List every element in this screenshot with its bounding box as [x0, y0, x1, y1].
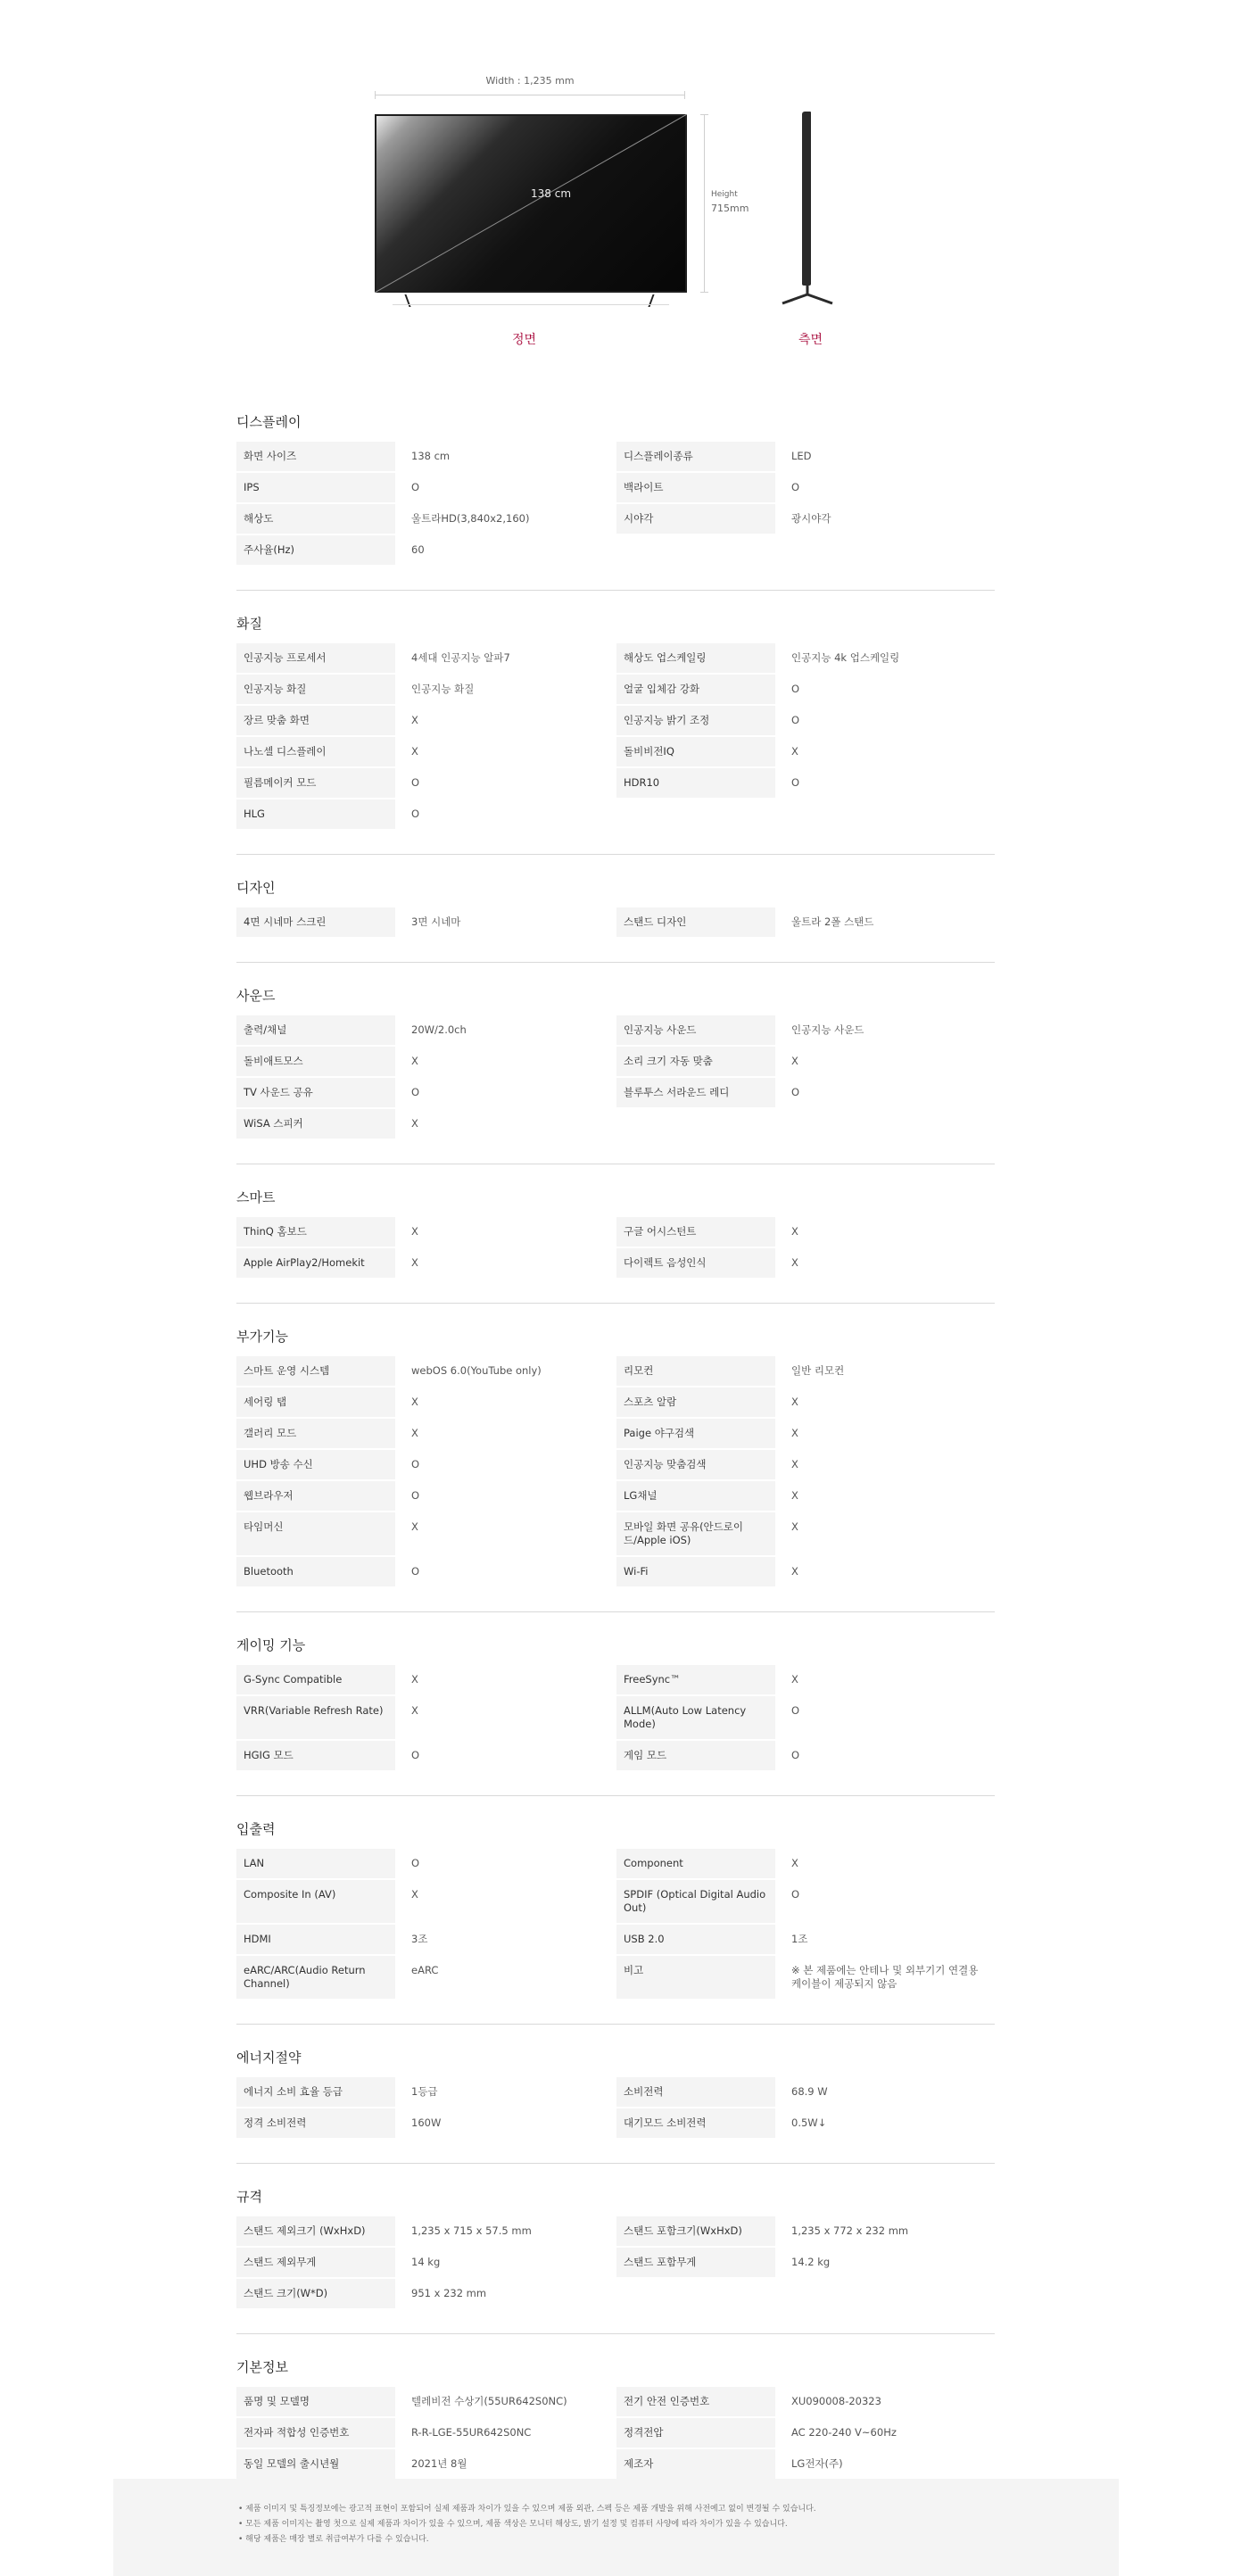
spec-value: 138 cm: [411, 450, 451, 462]
spec-row: [616, 1481, 995, 1511]
spec-value: LG전자(주): [791, 2457, 843, 2470]
spec-key: 정격 소비전력: [236, 2108, 395, 2138]
spec-grid: [236, 1356, 995, 1588]
spec-value: 3조: [411, 1933, 428, 1945]
spec-key: 세어링 탭: [236, 1387, 395, 1417]
spec-row: [236, 1217, 615, 1247]
spec-key: LG채널: [616, 1481, 775, 1511]
spec-key: USB 2.0: [616, 1925, 775, 1954]
spec-key: 스탠드 제외크기 (WxHxD): [236, 2216, 395, 2246]
spec-value: X: [791, 1857, 798, 1869]
spec-value: 14 kg: [411, 2256, 441, 2268]
spec-row: [616, 768, 995, 798]
spec-value: X: [411, 1888, 418, 1901]
spec-value: O: [791, 683, 800, 695]
spec-value: 일반 리모컨: [791, 1364, 845, 1377]
spec-value: X: [791, 745, 798, 758]
footer-note-2: • 모든 제품 이미지는 촬영 첫으로 실제 제품과 차이가 있을 수 있으며, 제품 색상은 모니터 해상도, 밝기 설정 및 컴퓨터 사양에 따라 차이가 있을 수 있습니다.: [238, 2520, 788, 2529]
spec-row: [236, 1696, 615, 1739]
spec-key: 전기 안전 인증번호: [616, 2387, 775, 2416]
spec-value: O: [411, 1086, 420, 1098]
spec-key: 장르 맞춤 화면: [236, 706, 395, 735]
spec-key: HDMI: [236, 1925, 395, 1954]
spec-key: HLG: [236, 799, 395, 829]
spec-row: [236, 1557, 615, 1586]
section-title: 디스플레이: [236, 414, 302, 430]
spec-key: ThinQ 홈보드: [236, 1217, 395, 1247]
spec-key: 백라이트: [616, 473, 775, 502]
spec-key: 주사율(Hz): [236, 535, 395, 565]
height-dimension-label: [711, 187, 749, 216]
spec-value: 인공지능 사운드: [791, 1023, 864, 1036]
spec-row: [236, 1387, 615, 1417]
side-view-label: 측면: [798, 333, 823, 347]
spec-value: R-R-LGE-55UR642S0NC: [411, 2426, 532, 2439]
spec-row: [616, 2387, 995, 2416]
spec-row: [236, 643, 615, 673]
spec-section: [236, 1188, 995, 1304]
spec-key: 동일 모델의 출시년월: [236, 2449, 395, 2479]
spec-key: 디스플레이종류: [616, 442, 775, 471]
spec-key: 돌비비전IQ: [616, 737, 775, 766]
height-dimension-line: [704, 114, 705, 293]
spec-row: [236, 504, 615, 534]
spec-value: ※ 본 제품에는 안테나 및 외부기기 연결용 케이블이 제공되지 않음: [791, 1964, 979, 1990]
width-dimension-label: Width : 1,235 mm: [485, 75, 575, 87]
spec-value: O: [411, 1565, 420, 1578]
spec-row: [616, 643, 995, 673]
spec-row: [236, 1419, 615, 1448]
spec-grid: [236, 1015, 995, 1140]
spec-row: [616, 1665, 995, 1694]
spec-value: 951 x 232 mm: [411, 2287, 487, 2299]
spec-value: X: [791, 1396, 798, 1408]
section-title: 부가기능: [236, 1329, 288, 1345]
spec-section: [236, 412, 995, 591]
spec-row: [236, 2449, 615, 2479]
spec-value: X: [791, 1427, 798, 1439]
spec-key: FreeSync™: [616, 1665, 775, 1694]
footer-note-1: • 제품 이미지 및 특징정보에는 광고적 표현이 포함되어 실제 제품과 차이가 있을 수 있으며 제품 외관, 스펙 등은 제품 개발을 위해 사전예고 없이 변경될 수 있습니다.: [238, 2505, 816, 2514]
spec-key: 필름메이커 모드: [236, 768, 395, 798]
spec-value: X: [791, 1225, 798, 1238]
spec-row: [236, 1880, 615, 1923]
spec-row: [616, 2449, 995, 2479]
spec-key: 타임머신: [236, 1512, 395, 1555]
spec-key: IPS: [236, 473, 395, 502]
spec-key: 스탠드 크기(W*D): [236, 2279, 395, 2308]
spec-row: [236, 1849, 615, 1878]
spec-value: 인공지능 화질: [411, 683, 475, 695]
spec-value: O: [791, 1704, 800, 1717]
spec-key: Wi-Fi: [616, 1557, 775, 1586]
spec-key: 스탠드 제외무게: [236, 2248, 395, 2277]
spec-row: [236, 1356, 615, 1386]
spec-value: O: [791, 481, 800, 493]
spec-row: [236, 1512, 615, 1555]
floor-line: [393, 304, 669, 305]
spec-value: O: [791, 1086, 800, 1098]
spec-key: 인공지능 밝기 조정: [616, 706, 775, 735]
spec-key: 화면 사이즈: [236, 442, 395, 471]
spec-key: 출력/채널: [236, 1015, 395, 1045]
spec-row: [616, 2216, 995, 2246]
spec-row: [236, 2216, 615, 2246]
spec-value: 3면 시네마: [411, 915, 461, 928]
spec-grid: [236, 442, 995, 567]
spec-value: AC 220-240 V~60Hz: [791, 2426, 897, 2439]
spec-value: 울트라HD(3,840x2,160): [411, 512, 530, 525]
spec-grid: [236, 2216, 995, 2310]
spec-key: HDR10: [616, 768, 775, 798]
spec-section: [236, 1819, 995, 2025]
spec-key: eARC/ARC(Audio Return Channel): [236, 1956, 395, 1999]
section-title: 디자인: [236, 880, 276, 896]
spec-value: O: [791, 714, 800, 726]
spec-value: O: [411, 1749, 420, 1761]
spec-row: [236, 1015, 615, 1045]
spec-row: [616, 2077, 995, 2107]
spec-key: 나노셀 디스플레이: [236, 737, 395, 766]
spec-row: [616, 1248, 995, 1278]
spec-value: X: [411, 1225, 418, 1238]
height-value: 715mm: [711, 203, 749, 214]
spec-key: 스탠드 디자인: [616, 907, 775, 937]
section-title: 규격: [236, 2189, 262, 2205]
spec-key: 전자파 적합성 인증번호: [236, 2418, 395, 2448]
spec-value: X: [791, 1055, 798, 1067]
spec-value: 울트라 2폴 스탠드: [791, 915, 874, 928]
spec-value: 광시야각: [791, 512, 831, 525]
spec-grid: [236, 643, 995, 831]
spec-value: X: [411, 1117, 418, 1130]
screen-size-label: 138 cm: [531, 187, 572, 200]
section-title: 사운드: [236, 988, 276, 1004]
spec-key: Composite In (AV): [236, 1880, 395, 1923]
spec-row: [236, 2077, 615, 2107]
spec-value: O: [791, 1749, 800, 1761]
spec-key: G-Sync Compatible: [236, 1665, 395, 1694]
spec-grid: [236, 1849, 995, 2000]
spec-value: O: [411, 1857, 420, 1869]
spec-section: [236, 878, 995, 963]
spec-key: 게임 모드: [616, 1741, 775, 1770]
spec-row: [616, 2248, 995, 2277]
spec-row: [616, 2108, 995, 2138]
spec-key: SPDIF (Optical Digital Audio Out): [616, 1880, 775, 1923]
spec-row: [616, 1419, 995, 1448]
spec-key: 인공지능 화질: [236, 675, 395, 704]
spec-row: [616, 1696, 995, 1739]
spec-key: HGIG 모드: [236, 1741, 395, 1770]
spec-value: X: [791, 1565, 798, 1578]
spec-row: [616, 473, 995, 502]
spec-row: [236, 768, 615, 798]
spec-key: 인공지능 사운드: [616, 1015, 775, 1045]
spec-key: 정격전압: [616, 2418, 775, 2448]
spec-row: [616, 1387, 995, 1417]
spec-row: [236, 1047, 615, 1076]
spec-row: [616, 442, 995, 471]
spec-row: [616, 1512, 995, 1555]
spec-key: 에너지 소비 효율 등급: [236, 2077, 395, 2107]
spec-row: [236, 1450, 615, 1479]
spec-row: [616, 2418, 995, 2448]
spec-key: 해상도: [236, 504, 395, 534]
spec-key: UHD 방송 수신: [236, 1450, 395, 1479]
spec-row: [236, 1248, 615, 1278]
spec-key: 블루투스 서라운드 레디: [616, 1078, 775, 1107]
spec-grid: [236, 907, 995, 939]
spec-value: O: [411, 481, 420, 493]
spec-value: 68.9 W: [791, 2085, 828, 2098]
spec-row: [236, 737, 615, 766]
spec-key: 웹브라우저: [236, 1481, 395, 1511]
spec-row: [236, 2248, 615, 2277]
spec-section: [236, 1636, 995, 1796]
spec-row: [236, 2108, 615, 2138]
spec-value: 1조: [791, 1933, 808, 1945]
spec-section: [236, 2187, 995, 2334]
spec-value: X: [411, 1396, 418, 1408]
spec-value: O: [791, 776, 800, 789]
spec-value: 0.5W↓: [791, 2116, 827, 2129]
spec-value: X: [411, 1256, 418, 1269]
spec-row: [236, 675, 615, 704]
spec-key: Component: [616, 1849, 775, 1878]
spec-row: [236, 1741, 615, 1770]
spec-row: [616, 1956, 995, 1999]
spec-key: 소리 크기 자동 맞춤: [616, 1047, 775, 1076]
section-title: 에너지절약: [236, 2050, 302, 2066]
spec-key: 해상도 업스케일링: [616, 643, 775, 673]
spec-value: X: [411, 1055, 418, 1067]
spec-value: X: [411, 745, 418, 758]
spec-row: [236, 799, 615, 829]
spec-key: 인공지능 맞춤검색: [616, 1450, 775, 1479]
spec-value: X: [791, 1489, 798, 1502]
spec-key: 구글 어시스턴트: [616, 1217, 775, 1247]
spec-value: 1,235 x 772 x 232 mm: [791, 2224, 909, 2237]
spec-value: XU090008-20323: [791, 2395, 881, 2407]
spec-value: X: [411, 1673, 418, 1686]
spec-row: [616, 1047, 995, 1076]
spec-value: X: [791, 1520, 798, 1533]
spec-row: [236, 1956, 615, 1999]
spec-row: [236, 1109, 615, 1139]
spec-key: Bluetooth: [236, 1557, 395, 1586]
tv-side-stand: [781, 284, 834, 305]
spec-section: [236, 2048, 995, 2164]
spec-key: LAN: [236, 1849, 395, 1878]
product-dimension-diagram: [0, 0, 1249, 375]
spec-row: [236, 2387, 615, 2416]
spec-value: eARC: [411, 1964, 439, 1976]
section-title: 스마트: [236, 1189, 276, 1205]
spec-key: 갤러리 모드: [236, 1419, 395, 1448]
spec-key: 스탠드 포함무게: [616, 2248, 775, 2277]
spec-row: [236, 1665, 615, 1694]
spec-row: [236, 2279, 615, 2308]
spec-row: [236, 442, 615, 471]
spec-row: [236, 706, 615, 735]
spec-key: 제조자: [616, 2449, 775, 2479]
spec-value: 인공지능 4k 업스케일링: [791, 651, 900, 664]
spec-key: 대기모드 소비전력: [616, 2108, 775, 2138]
spec-value: O: [791, 1888, 800, 1901]
spec-key: 스탠드 포함크기(WxHxD): [616, 2216, 775, 2246]
spec-key: 4면 시네마 스크린: [236, 907, 395, 937]
spec-value: O: [411, 1458, 420, 1470]
spec-row: [236, 473, 615, 502]
spec-key: 리모컨: [616, 1356, 775, 1386]
spec-value: 4세대 인공지능 알파7: [411, 651, 510, 664]
spec-section: [236, 1327, 995, 1612]
spec-key: Apple AirPlay2/Homekit: [236, 1248, 395, 1278]
spec-value: O: [411, 776, 420, 789]
spec-row: [616, 675, 995, 704]
spec-value: X: [411, 1520, 418, 1533]
spec-value: 160W: [411, 2116, 442, 2129]
spec-grid: [236, 1665, 995, 1772]
spec-key: VRR(Variable Refresh Rate): [236, 1696, 395, 1739]
spec-grid: [236, 1217, 995, 1280]
spec-value: 2021년 8월: [411, 2457, 467, 2470]
spec-row: [616, 1849, 995, 1878]
spec-row: [236, 1078, 615, 1107]
spec-row: [616, 1450, 995, 1479]
spec-row: [616, 1741, 995, 1770]
spec-key: WiSA 스피커: [236, 1109, 395, 1139]
spec-grid: [236, 2077, 995, 2140]
spec-key: Paige 야구검색: [616, 1419, 775, 1448]
spec-key: 인공지능 프로세서: [236, 643, 395, 673]
spec-section: [236, 986, 995, 1164]
spec-value: webOS 6.0(YouTube only): [411, 1364, 542, 1377]
spec-row: [616, 706, 995, 735]
diagonal-line: [375, 114, 687, 293]
spec-key: TV 사운드 공유: [236, 1078, 395, 1107]
spec-key: ALLM(Auto Low Latency Mode): [616, 1696, 775, 1739]
section-title: 입출력: [236, 1821, 276, 1837]
spec-key: 모바일 화면 공유(안드로이드/Apple iOS): [616, 1512, 775, 1555]
spec-row: [616, 1356, 995, 1386]
spec-value: 1등급: [411, 2085, 438, 2098]
spec-value: 60: [411, 543, 425, 556]
spec-key: 스마트 운영 시스템: [236, 1356, 395, 1386]
spec-key: 품명 및 모델명: [236, 2387, 395, 2416]
spec-key: 돌비애트모스: [236, 1047, 395, 1076]
spec-value: LED: [791, 450, 812, 462]
spec-key: 시야각: [616, 504, 775, 534]
spec-row: [616, 907, 995, 937]
height-label: Height: [711, 190, 738, 199]
spec-value: X: [791, 1458, 798, 1470]
spec-value: X: [791, 1673, 798, 1686]
spec-value: X: [411, 714, 418, 726]
spec-key: 소비전력: [616, 2077, 775, 2107]
spec-row: [236, 1925, 615, 1954]
section-title: 게이밍 기능: [236, 1637, 306, 1653]
spec-row: [236, 1481, 615, 1511]
spec-key: 비고: [616, 1956, 775, 1999]
spec-row: [236, 535, 615, 565]
spec-row: [616, 504, 995, 534]
spec-row: [616, 737, 995, 766]
spec-value: 텔레비전 수상기(55UR642S0NC): [411, 2395, 567, 2407]
spec-value: X: [411, 1704, 418, 1717]
footer-disclaimer: [113, 2479, 1119, 2576]
tv-side-image: [802, 112, 811, 286]
footer-note-3: • 해당 제품은 매장 별로 취급여부가 다를 수 있습니다.: [238, 2535, 429, 2544]
section-title: 화질: [236, 616, 262, 632]
spec-value: X: [791, 1256, 798, 1269]
section-title: 기본정보: [236, 2359, 288, 2375]
spec-section: [236, 614, 995, 855]
spec-value: 14.2 kg: [791, 2256, 831, 2268]
spec-value: 1,235 x 715 x 57.5 mm: [411, 2224, 532, 2237]
spec-row: [616, 1557, 995, 1586]
spec-row: [616, 1015, 995, 1045]
spec-sections: [236, 412, 995, 2576]
spec-value: X: [411, 1427, 418, 1439]
spec-key: 얼굴 입체감 강화: [616, 675, 775, 704]
spec-value: 20W/2.0ch: [411, 1023, 467, 1036]
spec-key: 다이렉트 음성인식: [616, 1248, 775, 1278]
spec-row: [616, 1217, 995, 1247]
spec-row: [616, 1925, 995, 1954]
spec-value: O: [411, 808, 420, 820]
spec-value: O: [411, 1489, 420, 1502]
spec-row: [236, 2418, 615, 2448]
spec-key: 스포츠 알람: [616, 1387, 775, 1417]
spec-row: [236, 907, 615, 937]
front-view-label: 정면: [512, 333, 537, 347]
spec-row: [616, 1078, 995, 1107]
spec-row: [616, 1880, 995, 1923]
